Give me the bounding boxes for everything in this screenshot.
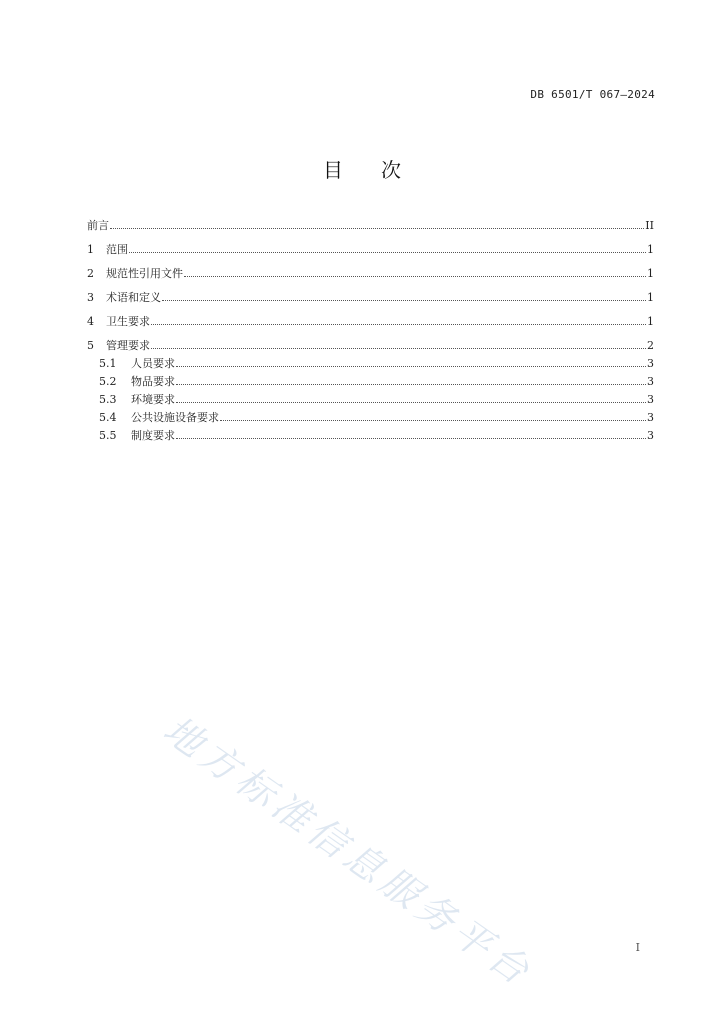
toc-item-number: 5.2	[99, 375, 117, 388]
toc-item-environment[interactable]	[87, 393, 654, 406]
toc-item-page: II	[645, 219, 654, 232]
toc-item-label: 术语和定义	[106, 291, 161, 304]
toc-leader	[176, 438, 646, 439]
toc-item-label: 人员要求	[131, 357, 175, 370]
toc-item-page: 1	[647, 315, 654, 328]
toc-item-articles[interactable]	[87, 375, 654, 388]
title-char-2: 次	[381, 158, 401, 182]
toc-leader	[176, 402, 646, 403]
toc-leader	[110, 228, 644, 229]
toc-leader	[162, 300, 646, 301]
toc-item-page: 1	[647, 243, 654, 256]
toc-item-foreword[interactable]	[87, 219, 654, 232]
toc-item-page: 3	[647, 411, 654, 424]
toc-item-page: 2	[647, 339, 654, 352]
toc-leader	[129, 252, 646, 253]
toc-item-page: 1	[647, 291, 654, 304]
toc-item-label: 规范性引用文件	[106, 267, 183, 280]
toc-item-number: 1	[87, 243, 94, 256]
toc-leader	[176, 366, 646, 367]
toc-item-label: 管理要求	[106, 339, 150, 352]
toc-item-label: 前言	[87, 219, 109, 232]
toc-item-label: 范围	[106, 243, 128, 256]
toc-item-number: 5.1	[99, 357, 117, 370]
toc-item-system[interactable]	[87, 429, 654, 442]
toc-leader	[151, 348, 646, 349]
toc-item-normative-references[interactable]	[87, 267, 654, 280]
toc-item-personnel[interactable]	[87, 357, 654, 370]
toc-item-number: 4	[87, 315, 94, 328]
toc-item-label: 公共设施设备要求	[131, 411, 219, 424]
document-code: DB 6501/T 067—2024	[530, 88, 655, 101]
toc-leader	[184, 276, 646, 277]
page-number: I	[635, 941, 640, 954]
toc-item-page: 3	[647, 393, 654, 406]
toc-item-page: 1	[647, 267, 654, 280]
toc-leader	[176, 384, 646, 385]
toc-item-number: 2	[87, 267, 94, 280]
toc-item-number: 5.3	[99, 393, 117, 406]
toc-item-page: 3	[647, 375, 654, 388]
toc-item-facilities[interactable]	[87, 411, 654, 424]
toc-item-number: 5	[87, 339, 94, 352]
toc-item-hygiene[interactable]	[87, 315, 654, 328]
toc-item-number: 5.4	[99, 411, 117, 424]
toc-item-label: 卫生要求	[106, 315, 150, 328]
toc-item-label: 物品要求	[131, 375, 175, 388]
toc-item-management[interactable]	[87, 339, 654, 352]
toc-item-scope[interactable]	[87, 243, 654, 256]
toc-leader	[220, 420, 646, 421]
watermark: 地方标准信息服务平台	[155, 707, 542, 996]
toc-item-page: 3	[647, 429, 654, 442]
toc-item-number: 5.5	[99, 429, 117, 442]
toc-item-terms[interactable]	[87, 291, 654, 304]
toc-item-page: 3	[647, 357, 654, 370]
table-of-contents	[87, 219, 654, 447]
toc-item-label: 环境要求	[131, 393, 175, 406]
toc-leader	[151, 324, 646, 325]
toc-item-number: 3	[87, 291, 94, 304]
toc-item-label: 制度要求	[131, 429, 175, 442]
page-title	[0, 154, 724, 183]
title-char-1: 目	[323, 158, 343, 182]
